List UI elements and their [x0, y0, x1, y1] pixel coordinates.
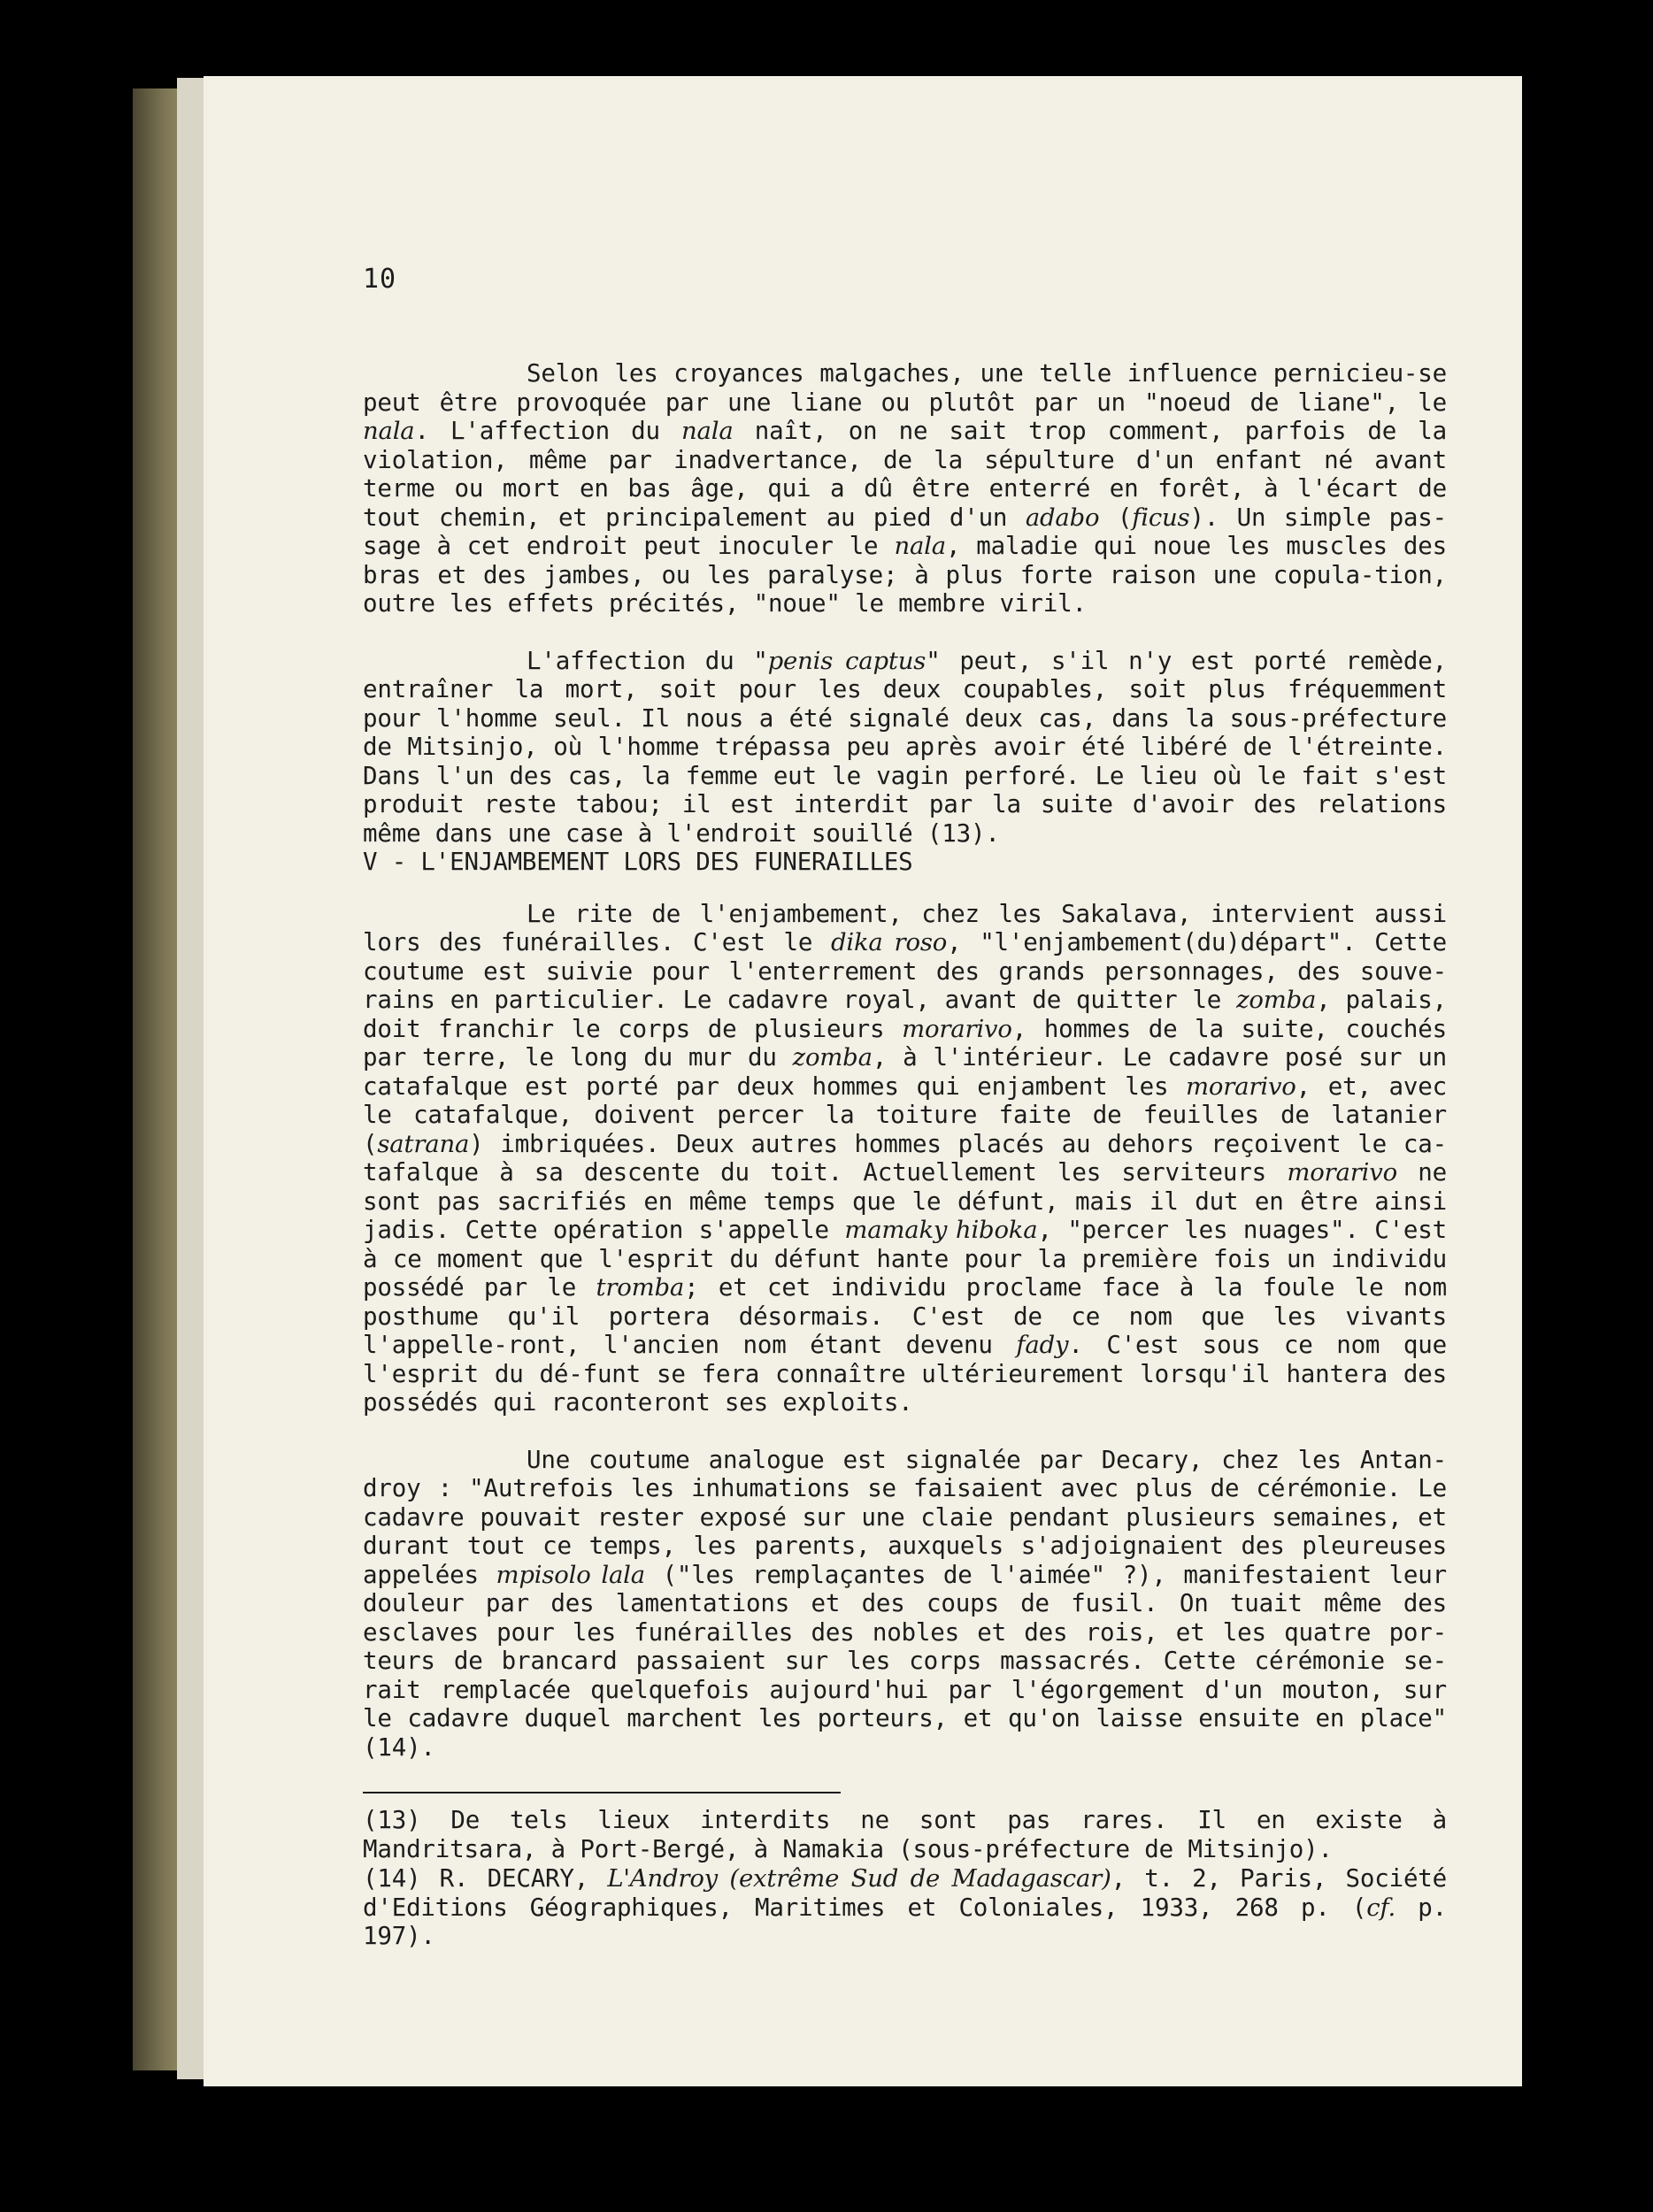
page-number: 10	[363, 264, 397, 295]
footnote-fn13	[363, 1806, 1447, 1863]
paragraph-p1	[363, 359, 1447, 618]
italic-text: zomba	[792, 1043, 873, 1071]
text-run: , "l'enjambement(du)départ". Cette coutume est suivie pour l'enterrement des grands personnages, des souve-rains en particulier. Le cadavre royal, avant de quitter le	[363, 928, 1447, 1014]
text-run: p. 197).	[363, 1893, 1447, 1950]
text-run: , "percer les nuages". C'est à ce moment que l'esprit du défunt hante pour la première fois un individu possédé par le	[363, 1216, 1447, 1302]
text-run: . L'affection du	[414, 417, 682, 445]
text-run: L'affection du "	[527, 646, 768, 675]
footnote-separator	[363, 1792, 841, 1793]
text-run: Selon les croyances malgaches, une telle influence pernicieu-se peut être provoquée par une liane ou plutôt par un "noeud de liane", le	[363, 359, 1447, 417]
text-run: " peut, s'il n'y est porté remède, entraîner la mort, soit pour les deux coupables, soit plus fréquemment pour l'homme seul. Il nous a été signalé deux cas, dans la sous-préfecture de Mitsinjo, où l'homme trépassa peu après avoir été libéré de l'étreinte. Dans l'un des cas, la femme eut le vagin perforé. Le lieu où le fait s'est produit reste tabou; il est interdit par la suite d'avoir des relations même dans une case à l'endroit souillé (13).	[363, 646, 1448, 848]
italic-text: dika roso	[830, 928, 948, 956]
text-run: ). Un simple pas-sage à cet endroit peut inoculer le	[363, 503, 1447, 560]
text-run: Le rite de l'enjambement, chez les Sakalava, intervient aussi lors des funérailles. C'est le	[363, 899, 1447, 956]
italic-text: fady	[1016, 1331, 1069, 1359]
text-run: (	[1099, 503, 1133, 532]
italic-text: penis captus	[767, 646, 926, 675]
italic-text: cf.	[1366, 1893, 1396, 1922]
italic-text: L'Androy (extrême Sud de Madagascar)	[607, 1864, 1111, 1893]
paragraph-p4	[363, 1446, 1447, 1763]
text-run: , à l'intérieur. Le cadavre posé sur un catafalque est porté par deux hommes qui enjambent les	[363, 1043, 1447, 1101]
italic-text: nala	[894, 532, 946, 560]
text-run: (13) De tels lieux interdits ne sont pas rares. Il en existe à Mandritsara, à Port-Bergé, à Namakia (sous-préfecture de Mitsinjo).	[363, 1806, 1447, 1863]
text-run: , t. 2, Paris, Société d'Editions Géographiques, Maritimes et Coloniales, 1933, 268 p. (	[363, 1864, 1448, 1922]
paragraph-p2	[363, 647, 1447, 849]
italic-text: zomba	[1236, 986, 1317, 1014]
italic-text: ficus	[1132, 503, 1190, 532]
section-heading: V - L'ENJAMBEMENT LORS DES FUNERAILLES	[363, 848, 913, 876]
paragraph-group-1	[363, 359, 1447, 848]
italic-text: mamaky hiboka	[844, 1216, 1038, 1244]
italic-text: morarivo	[1186, 1071, 1296, 1101]
text-run: (14) R. DECARY,	[363, 1864, 608, 1893]
italic-text: adabo	[1025, 503, 1100, 532]
text-run: , et, avec le catafalque, doivent percer la toiture faite de feuilles de latanier (	[363, 1071, 1447, 1158]
text-run: , maladie qui noue les muscles des bras et des jambes, ou les paralyse; à plus forte raison une copula-tion, outre les effets précités, "noue" le membre viril.	[363, 532, 1447, 618]
text-run: ) imbriquées. Deux autres hommes placés au dehors reçoivent le ca-tafalque à sa descente du toit. Actuellement les serviteurs	[363, 1129, 1447, 1187]
italic-text: mpisolo lala	[496, 1560, 645, 1589]
text-run: naît, on ne sait trop comment, parfois de la violation, même par inadvertance, de la sépulture d'un enfant né avant terme ou mort en bas âge, qui a dû être enterré en forêt, à l'écart de tout chemin, et principalement au pied d'un	[363, 417, 1448, 532]
text-run: ("les remplaçantes de l'aimée" ?), manifestaient leur douleur par des lamentations et des coups de fusil. On tuait même des esclaves pour les funérailles des nobles et des rois, et les quatre por-teurs de brancard passaient sur les corps massacrés. Cette cérémonie se-rait remplacée quelquefois aujourd'hui par l'égorgement d'un mouton, sur le cadavre duquel marchent les porteurs, et qu'on laisse ensuite en place" (14).	[363, 1560, 1447, 1762]
italic-text: nala	[363, 417, 415, 445]
italic-text: morarivo	[1287, 1158, 1397, 1187]
document-page	[204, 76, 1522, 2086]
text-run: Une coutume analogue est signalée par Decary, chez les Antan-droy : "Autrefois les inhumations se faisaient avec plus de cérémonie. Le cadavre pouvait rester exposé sur une claie pendant plusieurs semaines, et durant tout ce temps, les parents, auxquels s'adjoignaient des pleureuses appelées	[363, 1445, 1447, 1589]
text-run: , palais, doit franchir le corps de plusieurs	[363, 986, 1447, 1043]
text-run: . C'est sous ce nom que l'esprit du dé-funt se fera connaître ultérieurement lorsqu'il hantera des possédés qui raconteront ses exploits.	[363, 1331, 1447, 1417]
italic-text: nala	[681, 417, 734, 445]
footnotes	[363, 1806, 1447, 1951]
italic-text: satrana	[377, 1129, 470, 1158]
paragraph-p3	[363, 900, 1447, 1417]
text-run: ; et cet individu proclame face à la foule le nom posthume qu'il portera désormais. C'est de ce nom que les vivants l'appelle-ront, l'ancien nom étant devenu	[363, 1273, 1447, 1359]
text-run: ne sont pas sacrifiés en même temps que le défunt, mais il dut en être ainsi jadis. Cette opération s'appelle	[363, 1158, 1447, 1244]
footnote-fn14	[363, 1864, 1447, 1951]
page-body	[363, 359, 1447, 1952]
text-run: , hommes de la suite, couchés par terre, le long du mur du	[363, 1014, 1447, 1071]
italic-text: morarivo	[902, 1014, 1012, 1043]
italic-text: tromba	[596, 1273, 685, 1302]
paragraph-group-2	[363, 900, 1447, 1763]
